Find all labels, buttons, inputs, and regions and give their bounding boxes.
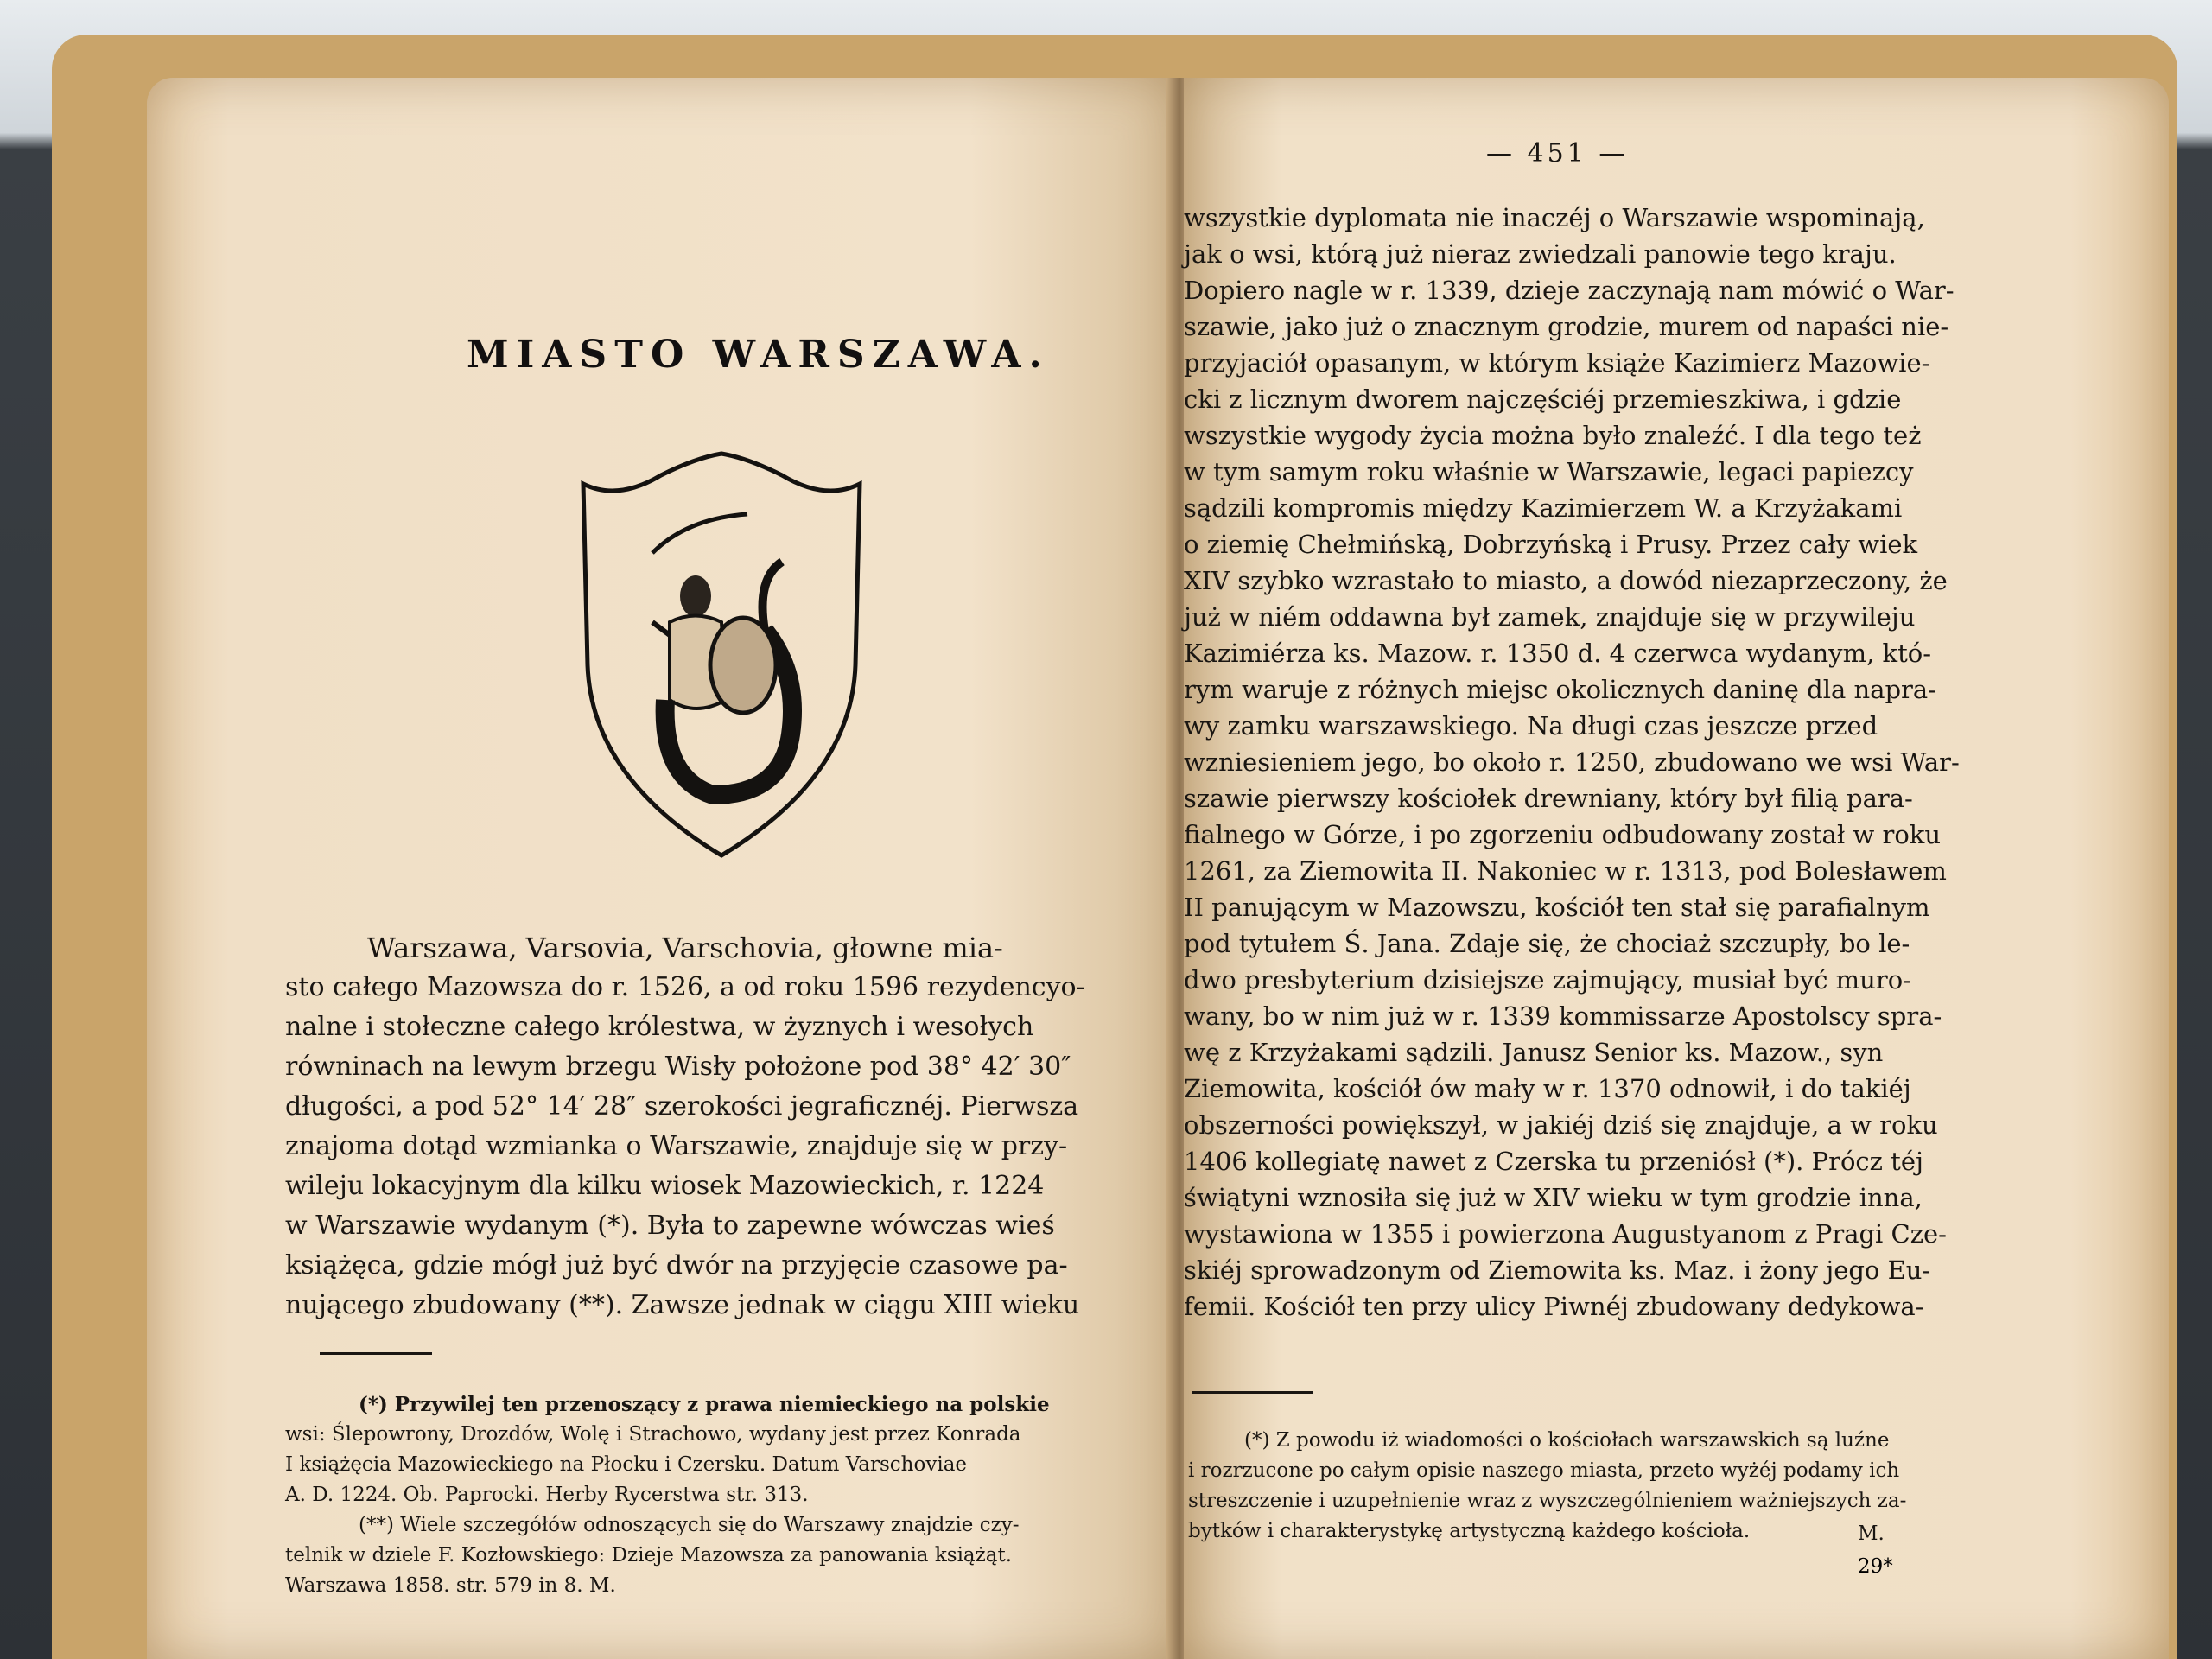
body-line: Ziemowita, kościół ów mały w r. 1370 odnowił, i do takiéj <box>1184 1074 1911 1103</box>
body-line: 1261, za Ziemowita II. Nakoniec w r. 1313, pod Bolesławem <box>1184 856 1947 886</box>
body-line: sądzili kompromis między Kazimierzem W. a Krzyżakami <box>1184 493 1903 523</box>
footnote-line: (*) Z powodu iż wiadomości o kościołach warszawskich są luźne <box>1244 1429 1890 1452</box>
body-line: wystawiona w 1355 i powierzona Augustyanom z Pragi Cze- <box>1184 1219 1947 1249</box>
footnote-line: i rozrzucone po całym opisie naszego miasta, przeto wyżéj podamy ich <box>1188 1459 1900 1482</box>
body-line: szawie pierwszy kościołek drewniany, który był filią para- <box>1184 784 1913 813</box>
footnote-line: I książęcia Mazowieckiego na Płocku i Czersku. Datum Varschoviae <box>285 1453 968 1476</box>
body-line: rym waruje z różnych miejsc okolicznych daninę dla napra- <box>1184 675 1937 704</box>
body-line: dwo presbyterium dzisiejsze zajmujący, musiał być muro- <box>1184 965 1911 995</box>
footnote-line: wsi: Ślepowrony, Drozdów, Wolę i Strachowo, wydany jest przez Konrada <box>285 1423 1021 1446</box>
footnote-line: streszczenie i uzupełnienie wraz z wyszczególnieniem ważniejszych za- <box>1188 1490 1907 1512</box>
body-line: świątyni wznosiła się już w XIV wieku w tym grodzie inna, <box>1184 1183 1923 1212</box>
body-line: znajoma dotąd wzmianka o Warszawie, znajduje się w przy- <box>285 1131 1068 1161</box>
body-line: wy zamku warszawskiego. Na długi czas jeszcze przed <box>1184 711 1878 741</box>
footnote-divider <box>1192 1391 1313 1394</box>
footnote-line: (**) Wiele szczegółów odnoszących się do Warszawy znajdzie czy- <box>359 1514 1020 1536</box>
body-line: w tym samym roku właśnie w Warszawie, legaci papiezcy <box>1184 457 1914 486</box>
body-line: femii. Kościół ten przy ulicy Piwnéj zbudowany dedykowa- <box>1184 1292 1924 1321</box>
body-line: cki z licznym dworem najczęściéj przemieszkiwa, i gdzie <box>1184 385 1902 414</box>
body-line: Warszawa, Varsovia, Varschovia, głowne mia- <box>367 931 1003 964</box>
body-line: o ziemię Chełmińską, Dobrzyńską i Prusy. Przez cały wiek <box>1184 530 1918 559</box>
body-line: przyjaciół opasanym, w którym książe Kazimierz Mazowie- <box>1184 348 1930 378</box>
body-line: już w niém oddawna był zamek, znajduje się w przywileju <box>1184 602 1916 632</box>
body-line: fialnego w Górze, i po zgorzeniu odbudowany został w roku <box>1184 820 1942 849</box>
body-line: książęca, gdzie mógł już być dwór na przyjęcie czasowe pa- <box>285 1250 1068 1281</box>
body-line: pod tytułem Ś. Jana. Zdaje się, że chociaż szczupły, bo le- <box>1184 929 1910 958</box>
body-line: w Warszawie wydanym (*). Była to zapewne wówczas wieś <box>285 1211 1055 1241</box>
body-line: 1406 kollegiatę nawet z Czerska tu przeniósł (*). Prócz téj <box>1184 1147 1923 1176</box>
body-line: obszerności powiększył, w jakiéj dziś się znajduje, a w roku <box>1184 1110 1938 1140</box>
footnote-line: telnik w dziele F. Kozłowskiego: Dzieje Mazowsza za panowania książąt. <box>285 1544 1013 1567</box>
footnote-line: M. <box>1858 1522 1885 1545</box>
body-line: Dopiero nagle w r. 1339, dzieje zaczynają nam mówić o War- <box>1184 276 1955 305</box>
body-line: równinach na lewym brzegu Wisły położone pod 38° 42′ 30″ <box>285 1052 1071 1082</box>
body-line: XIV szybko wzrastało to miasto, a dowód niezaprzeczony, że <box>1184 566 1948 595</box>
signature-mark: 29* <box>1858 1555 1893 1578</box>
body-line: wę z Krzyżakami sądzili. Janusz Senior ks. Mazow., syn <box>1184 1038 1884 1067</box>
body-line: szawie, jako już o znacznym grodzie, murem od napaści nie- <box>1184 312 1949 341</box>
body-line: wany, bo w nim już w r. 1339 kommissarze Apostolscy spra- <box>1184 1001 1942 1031</box>
body-line: Kazimiérza ks. Mazow. r. 1350 d. 4 czerwca wydanym, któ- <box>1184 639 1931 668</box>
body-line: skiéj sprowadzonym od Ziemowita ks. Maz. i żony jego Eu- <box>1184 1255 1931 1285</box>
page-number: — 451 — <box>1486 138 1629 168</box>
body-line: nalne i stołeczne całego królestwa, w żyznych i wesołych <box>285 1012 1034 1042</box>
warsaw-coat-of-arms-image <box>566 449 877 864</box>
body-line: jak o wsi, którą już nieraz zwiedzali panowie tego kraju. <box>1184 239 1897 269</box>
chapter-title: MIASTO WARSZAWA. <box>467 333 1050 377</box>
body-line: wszystkie dyplomata nie inaczéj o Warszawie wspominają, <box>1184 203 1925 232</box>
footnote-line: bytków i charakterystykę artystyczną każdego kościoła. <box>1188 1520 1751 1542</box>
body-line: II panującym w Mazowszu, kościół ten stał się parafialnym <box>1184 893 1930 922</box>
body-line: nującego zbudowany (**). Zawsze jednak w ciągu XIII wieku <box>285 1290 1080 1320</box>
footnote-line: (*) Przywilej ten przenoszący z prawa niemieckiego na polskie <box>359 1393 1050 1416</box>
body-line: długości, a pod 52° 14′ 28″ szerokości jegraficznéj. Pierwsza <box>285 1091 1079 1122</box>
footnote-divider <box>320 1352 432 1355</box>
footnote-line: Warszawa 1858. str. 579 in 8. M. <box>285 1574 616 1597</box>
footnote-line: A. D. 1224. Ob. Paprocki. Herby Rycerstwa str. 313. <box>285 1484 809 1506</box>
body-line: wzniesieniem jego, bo około r. 1250, zbudowano we wsi War- <box>1184 747 1960 777</box>
body-line: sto całego Mazowsza do r. 1526, a od roku 1596 rezydencyo- <box>285 972 1085 1002</box>
body-line: wszystkie wygody życia można było znaleźć. I dla tego też <box>1184 421 1922 450</box>
body-line: wileju lokacyjnym dla kilku wiosek Mazowieckich, r. 1224 <box>285 1171 1045 1201</box>
